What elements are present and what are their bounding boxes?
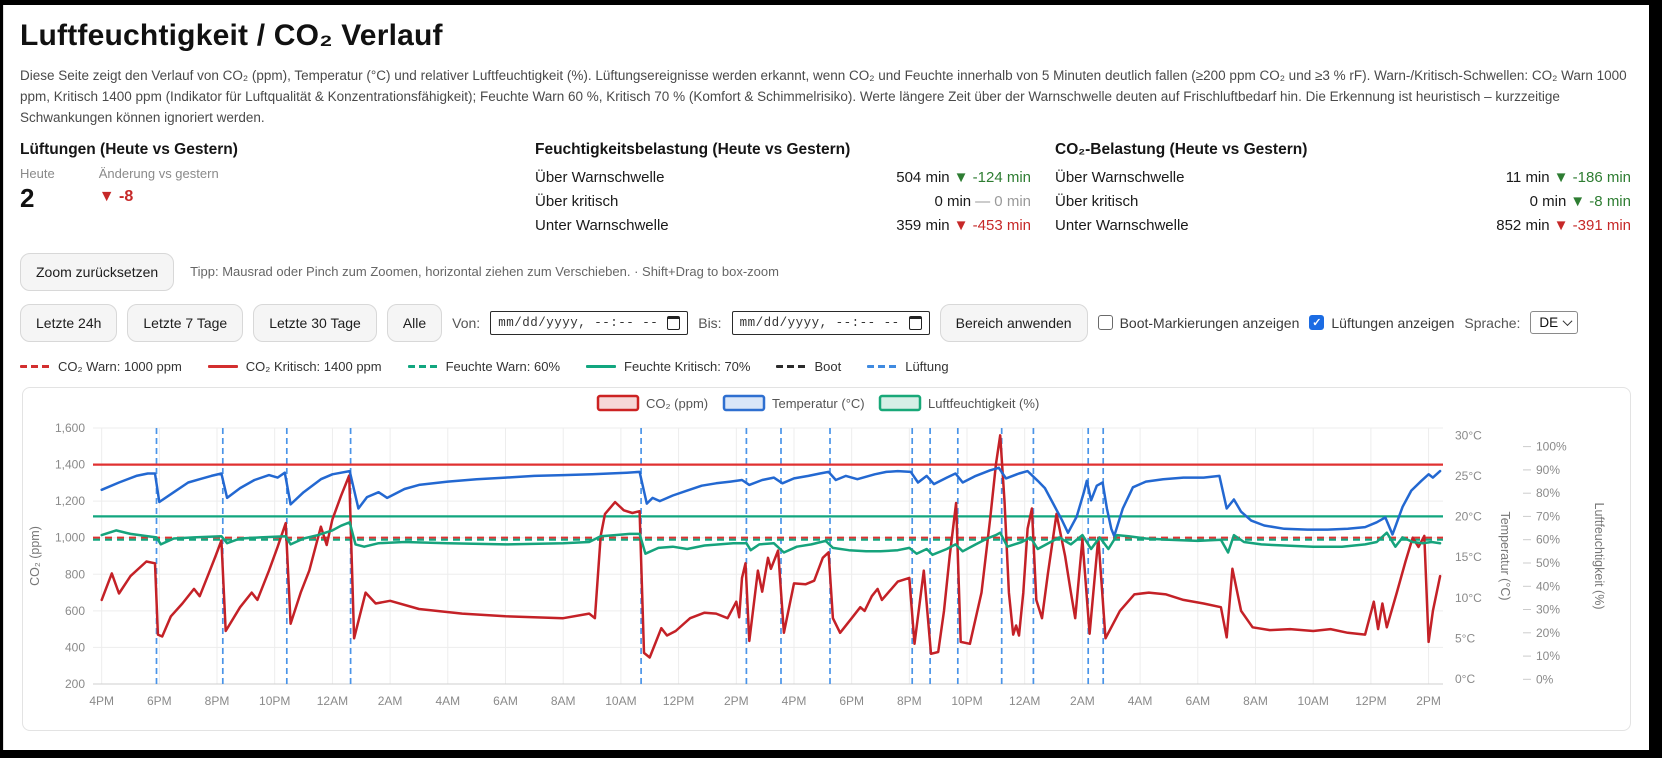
heute-block (20, 166, 55, 214)
language-select[interactable] (1530, 311, 1578, 334)
page-title: Luftfeuchtigkeit / CO₂ Verlauf (20, 19, 443, 52)
svg-text:20%: 20% (1536, 625, 1561, 640)
language-label: Sprache: (1464, 314, 1521, 331)
svg-text:30°C: 30°C (1455, 428, 1482, 443)
svg-text:10AM: 10AM (1297, 693, 1329, 708)
stat-row-hum-below-warn (535, 214, 1031, 238)
svg-text:Luftfeuchtigkeit (%): Luftfeuchtigkeit (%) (928, 395, 1040, 411)
svg-text:6AM: 6AM (1185, 693, 1211, 708)
language-value: DE (1539, 315, 1559, 331)
panel-feuchtigkeitsbelastung-title: Feuchtigkeitsbelastung (Heute vs Gestern) (535, 140, 851, 158)
legend-humidity-critical: Feuchte Kritisch: 70% (586, 359, 750, 374)
svg-text:80%: 80% (1536, 485, 1561, 500)
svg-text:70%: 70% (1536, 509, 1561, 524)
svg-text:5°C: 5°C (1455, 631, 1476, 646)
chevron-down-icon (1563, 316, 1573, 326)
calendar-icon[interactable] (667, 316, 680, 330)
svg-text:6PM: 6PM (146, 693, 172, 708)
apply-range-button[interactable]: Bereich anwenden (940, 304, 1088, 342)
svg-text:Temperatur (°C): Temperatur (°C) (772, 395, 865, 411)
svg-text:1,200: 1,200 (54, 493, 85, 508)
page-description: Diese Seite zeigt den Verlauf von CO₂ (ppm), Temperatur (°C) und relativer Luftfeuchtigkeit (%). Lüftungsereignisse werden erkannt, wenn CO₂ und Feuchte innerhalb von 5 Minuten deutlich fallen (≥200 ppm CO₂ und ≥3 % rF). Warn-/Kritisch-Schwellen: CO₂ Warn 1000 ppm, Kritisch 1400 ppm (Indikator für Luftqualität & Konzentrationsfähigkeit); Feuchte Warn 60 %, Kritisch 70 % (Komfort & Schimmelrisiko). Werte längere Zeit über der Warnschwelle deuten auf Frischluftbedarf hin. Die Erkennung ist heuristisch – kurzzeitige Schwankungen können ignoriert werden. (20, 68, 1627, 125)
lueftungen-blocks (20, 166, 535, 214)
svg-text:Luftfeuchtigkeit (%): Luftfeuchtigkeit (%) (1592, 502, 1606, 610)
svg-text:100%: 100% (1536, 439, 1567, 454)
bis-datetime-value: mm/dd/yyyy, --:-- -- (739, 315, 900, 330)
svg-text:10°C: 10°C (1455, 590, 1482, 605)
svg-text:0%: 0% (1536, 672, 1554, 687)
stat-value: 11 min ▼ -186 min (1505, 168, 1631, 186)
stat-value: 0 min — 0 min (934, 192, 1031, 210)
dashed-line-swatch (867, 365, 897, 369)
svg-text:Temperatur (°C): Temperatur (°C) (1498, 511, 1512, 601)
svg-text:1,400: 1,400 (54, 457, 85, 472)
svg-text:CO₂ (ppm): CO₂ (ppm) (646, 395, 709, 411)
svg-text:15°C: 15°C (1455, 549, 1482, 564)
range-last-30-days-button[interactable]: Letzte 30 Tage (253, 304, 377, 342)
bis-label: Bis: (698, 314, 722, 331)
svg-text:4AM: 4AM (435, 693, 461, 708)
svg-text:2AM: 2AM (1070, 693, 1095, 708)
stat-row-hum-critical (535, 190, 1031, 214)
legend-co2-critical: CO₂ Kritisch: 1400 ppm (208, 359, 382, 374)
svg-text:6PM: 6PM (839, 693, 865, 708)
range-all-button[interactable]: Alle (387, 304, 442, 342)
svg-text:1,600: 1,600 (54, 420, 85, 435)
stat-label: Unter Warnschwelle (535, 216, 669, 234)
page (3, 5, 1649, 750)
stat-row-co2-warn (1055, 166, 1631, 190)
stat-label: Über kritisch (535, 192, 619, 210)
zoom-reset-button[interactable]: Zoom zurücksetzen (20, 253, 174, 291)
svg-text:800: 800 (64, 567, 85, 582)
change-block (99, 166, 219, 214)
svg-text:600: 600 (64, 603, 85, 618)
stat-label: Über Warnschwelle (535, 168, 665, 186)
heute-label: Heute (20, 165, 55, 181)
solid-line-swatch (208, 365, 238, 369)
svg-text:4PM: 4PM (781, 693, 807, 708)
von-datetime-value: mm/dd/yyyy, --:-- -- (498, 315, 659, 330)
svg-text:10AM: 10AM (605, 693, 637, 708)
svg-text:8AM: 8AM (550, 693, 576, 708)
show-ventilations-label: Lüftungen anzeigen (1331, 314, 1455, 331)
stat-value: 0 min ▼ -8 min (1529, 192, 1631, 210)
legend-humidity-warn: Feuchte Warn: 60% (408, 359, 560, 374)
stat-value: 359 min ▼ -453 min (896, 216, 1031, 234)
dashed-line-swatch (776, 365, 806, 369)
svg-text:12PM: 12PM (1355, 693, 1387, 708)
svg-text:8PM: 8PM (204, 693, 230, 708)
stat-value: 504 min ▼ -124 min (896, 168, 1031, 186)
stat-row-co2-below-warn (1055, 214, 1631, 238)
panel-lueftungen (20, 141, 535, 238)
svg-text:2PM: 2PM (1416, 693, 1441, 708)
svg-text:10PM: 10PM (259, 693, 291, 708)
legend-lueftung: Lüftung (867, 359, 948, 374)
svg-text:4AM: 4AM (1127, 693, 1153, 708)
svg-text:40%: 40% (1536, 579, 1561, 594)
von-datetime-input[interactable] (490, 311, 688, 335)
dashed-line-swatch (20, 365, 50, 369)
svg-text:1,000: 1,000 (54, 530, 85, 545)
change-label: Änderung vs gestern (98, 165, 219, 181)
svg-text:60%: 60% (1536, 532, 1561, 547)
bis-datetime-input[interactable] (732, 311, 930, 335)
stats-row (20, 141, 1649, 238)
svg-text:50%: 50% (1536, 555, 1561, 570)
controls-row (20, 304, 1649, 342)
svg-text:6AM: 6AM (493, 693, 518, 708)
svg-text:12AM: 12AM (316, 693, 349, 708)
stat-label: Über kritisch (1055, 192, 1139, 210)
panel-co2-belastung-title: CO₂-Belastung (Heute vs Gestern) (1055, 140, 1308, 158)
panel-lueftungen-title: Lüftungen (Heute vs Gestern) (20, 140, 238, 158)
chart-card (22, 387, 1631, 731)
svg-text:200: 200 (64, 676, 85, 691)
svg-text:4PM: 4PM (89, 693, 115, 708)
svg-text:20°C: 20°C (1455, 509, 1482, 524)
stat-label: Unter Warnschwelle (1055, 216, 1189, 234)
stat-row-hum-warn (535, 166, 1031, 190)
von-label: Von: (452, 314, 481, 331)
svg-text:10PM: 10PM (951, 693, 983, 708)
zoom-tip: Tipp: Mausrad oder Pinch zum Zoomen, horizontal ziehen zum Verschieben. · Shift+Drag to box-zoom (190, 264, 779, 280)
stat-value: 852 min ▼ -391 min (1496, 216, 1631, 234)
dashed-line-swatch (408, 365, 438, 369)
svg-text:CO₂ (ppm): CO₂ (ppm) (28, 525, 42, 586)
svg-text:12PM: 12PM (662, 693, 695, 708)
panel-feuchtigkeitsbelastung (535, 141, 1055, 238)
svg-text:8PM: 8PM (896, 693, 922, 708)
range-last-24h-button[interactable]: Letzte 24h (20, 304, 117, 342)
show-ventilations-checkbox[interactable] (1309, 315, 1454, 331)
svg-text:2AM: 2AM (377, 693, 403, 708)
svg-text:25°C: 25°C (1455, 468, 1482, 483)
change-value: ▼ -8 (98, 187, 134, 205)
legend-boot: Boot (776, 359, 841, 374)
panel-co2-belastung (1055, 141, 1649, 238)
calendar-icon[interactable] (909, 316, 922, 330)
svg-text:10%: 10% (1536, 648, 1561, 663)
svg-text:90%: 90% (1536, 462, 1561, 477)
legend-co2-warn: CO₂ Warn: 1000 ppm (20, 359, 182, 374)
stat-row-co2-critical (1055, 190, 1631, 214)
stat-label: Über Warnschwelle (1055, 168, 1185, 186)
svg-text:400: 400 (64, 640, 85, 655)
checkbox-icon[interactable] (1098, 315, 1113, 330)
svg-text:12AM: 12AM (1009, 693, 1041, 708)
threshold-legend (20, 359, 1649, 374)
boot-markers-label: Boot-Markierungen anzeigen (1119, 314, 1300, 331)
solid-line-swatch (586, 365, 616, 369)
svg-text:30%: 30% (1536, 602, 1561, 617)
zoom-row (20, 253, 1649, 291)
range-last-7-days-button[interactable]: Letzte 7 Tage (127, 304, 243, 342)
co2-temp-humidity-chart[interactable] (23, 388, 1651, 728)
svg-text:8AM: 8AM (1243, 693, 1268, 708)
svg-text:2PM: 2PM (723, 693, 749, 708)
heute-value: 2 (20, 182, 35, 213)
boot-markers-checkbox[interactable] (1098, 315, 1300, 331)
checkbox-icon[interactable] (1309, 315, 1324, 330)
svg-text:0°C: 0°C (1455, 671, 1476, 686)
